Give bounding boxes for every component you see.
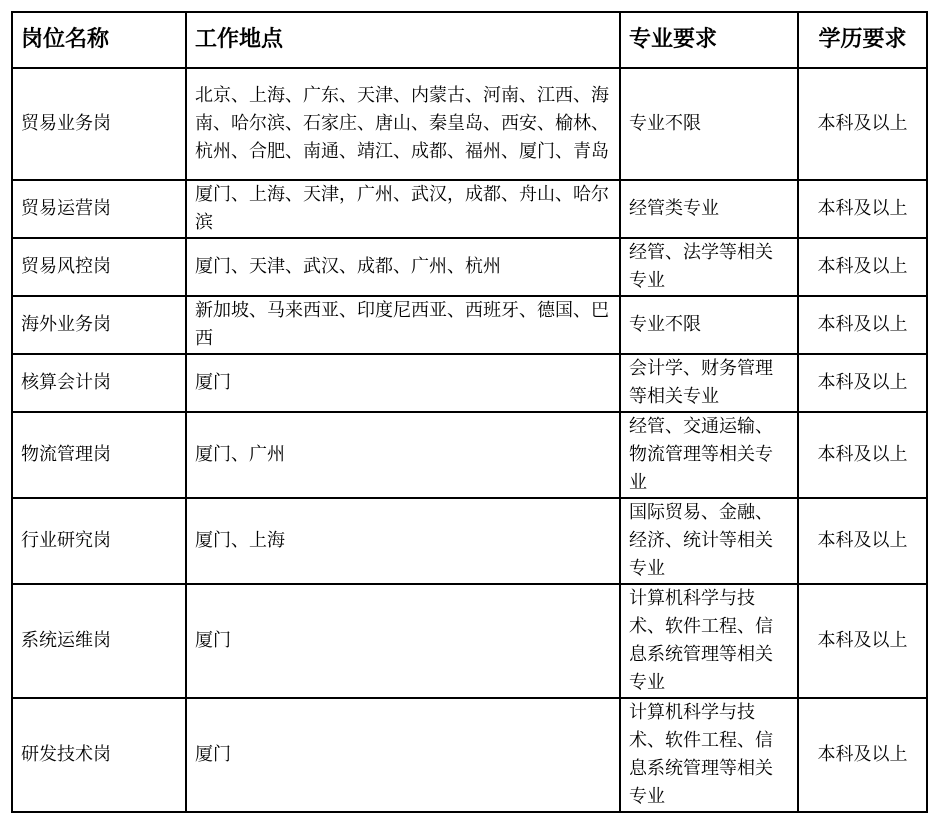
job-requirements-table [11, 11, 928, 813]
cell-location: 厦门、上海 [186, 498, 620, 584]
cell-location: 厦门 [186, 354, 620, 412]
header-location: 工作地点 [186, 12, 620, 68]
cell-education: 本科及以上 [798, 296, 927, 354]
cell-major: 国际贸易、金融、经济、统计等相关专业 [620, 498, 798, 584]
cell-major: 经管、交通运输、物流管理等相关专业 [620, 412, 798, 498]
cell-position: 行业研究岗 [12, 498, 186, 584]
cell-location: 厦门 [186, 698, 620, 812]
table-header-row [12, 12, 927, 68]
cell-major: 会计学、财务管理等相关专业 [620, 354, 798, 412]
table-row [12, 584, 927, 698]
cell-location: 新加坡、马来西亚、印度尼西亚、西班牙、德国、巴西 [186, 296, 620, 354]
table-row [12, 412, 927, 498]
table-row [12, 498, 927, 584]
cell-education: 本科及以上 [798, 498, 927, 584]
cell-location: 厦门、上海、天津，广州、武汉，成都、舟山、哈尔滨 [186, 180, 620, 238]
table-row [12, 354, 927, 412]
table-row [12, 68, 927, 180]
cell-education: 本科及以上 [798, 68, 927, 180]
table-row [12, 698, 927, 812]
cell-major: 专业不限 [620, 68, 798, 180]
table-row [12, 296, 927, 354]
cell-major: 经管、法学等相关专业 [620, 238, 798, 296]
header-education: 学历要求 [798, 12, 927, 68]
cell-position: 系统运维岗 [12, 584, 186, 698]
cell-education: 本科及以上 [798, 180, 927, 238]
header-major: 专业要求 [620, 12, 798, 68]
cell-major: 计算机科学与技术、软件工程、信息系统管理等相关专业 [620, 698, 798, 812]
cell-major: 计算机科学与技术、软件工程、信息系统管理等相关专业 [620, 584, 798, 698]
cell-position: 贸易风控岗 [12, 238, 186, 296]
table-row [12, 180, 927, 238]
cell-location: 厦门 [186, 584, 620, 698]
table-row [12, 238, 927, 296]
cell-position: 物流管理岗 [12, 412, 186, 498]
cell-position: 海外业务岗 [12, 296, 186, 354]
cell-position: 核算会计岗 [12, 354, 186, 412]
cell-major: 专业不限 [620, 296, 798, 354]
cell-position: 贸易运营岗 [12, 180, 186, 238]
cell-position: 研发技术岗 [12, 698, 186, 812]
cell-major: 经管类专业 [620, 180, 798, 238]
cell-education: 本科及以上 [798, 412, 927, 498]
cell-education: 本科及以上 [798, 354, 927, 412]
header-position: 岗位名称 [12, 12, 186, 68]
cell-location: 北京、上海、广东、天津、内蒙古、河南、江西、海南、哈尔滨、石家庄、唐山、秦皇岛、西安、榆林、杭州、合肥、南通、靖江、成都、福州、厦门、青岛 [186, 68, 620, 180]
cell-education: 本科及以上 [798, 584, 927, 698]
cell-position: 贸易业务岗 [12, 68, 186, 180]
cell-education: 本科及以上 [798, 698, 927, 812]
cell-location: 厦门、广州 [186, 412, 620, 498]
cell-location: 厦门、天津、武汉、成都、广州、杭州 [186, 238, 620, 296]
cell-education: 本科及以上 [798, 238, 927, 296]
